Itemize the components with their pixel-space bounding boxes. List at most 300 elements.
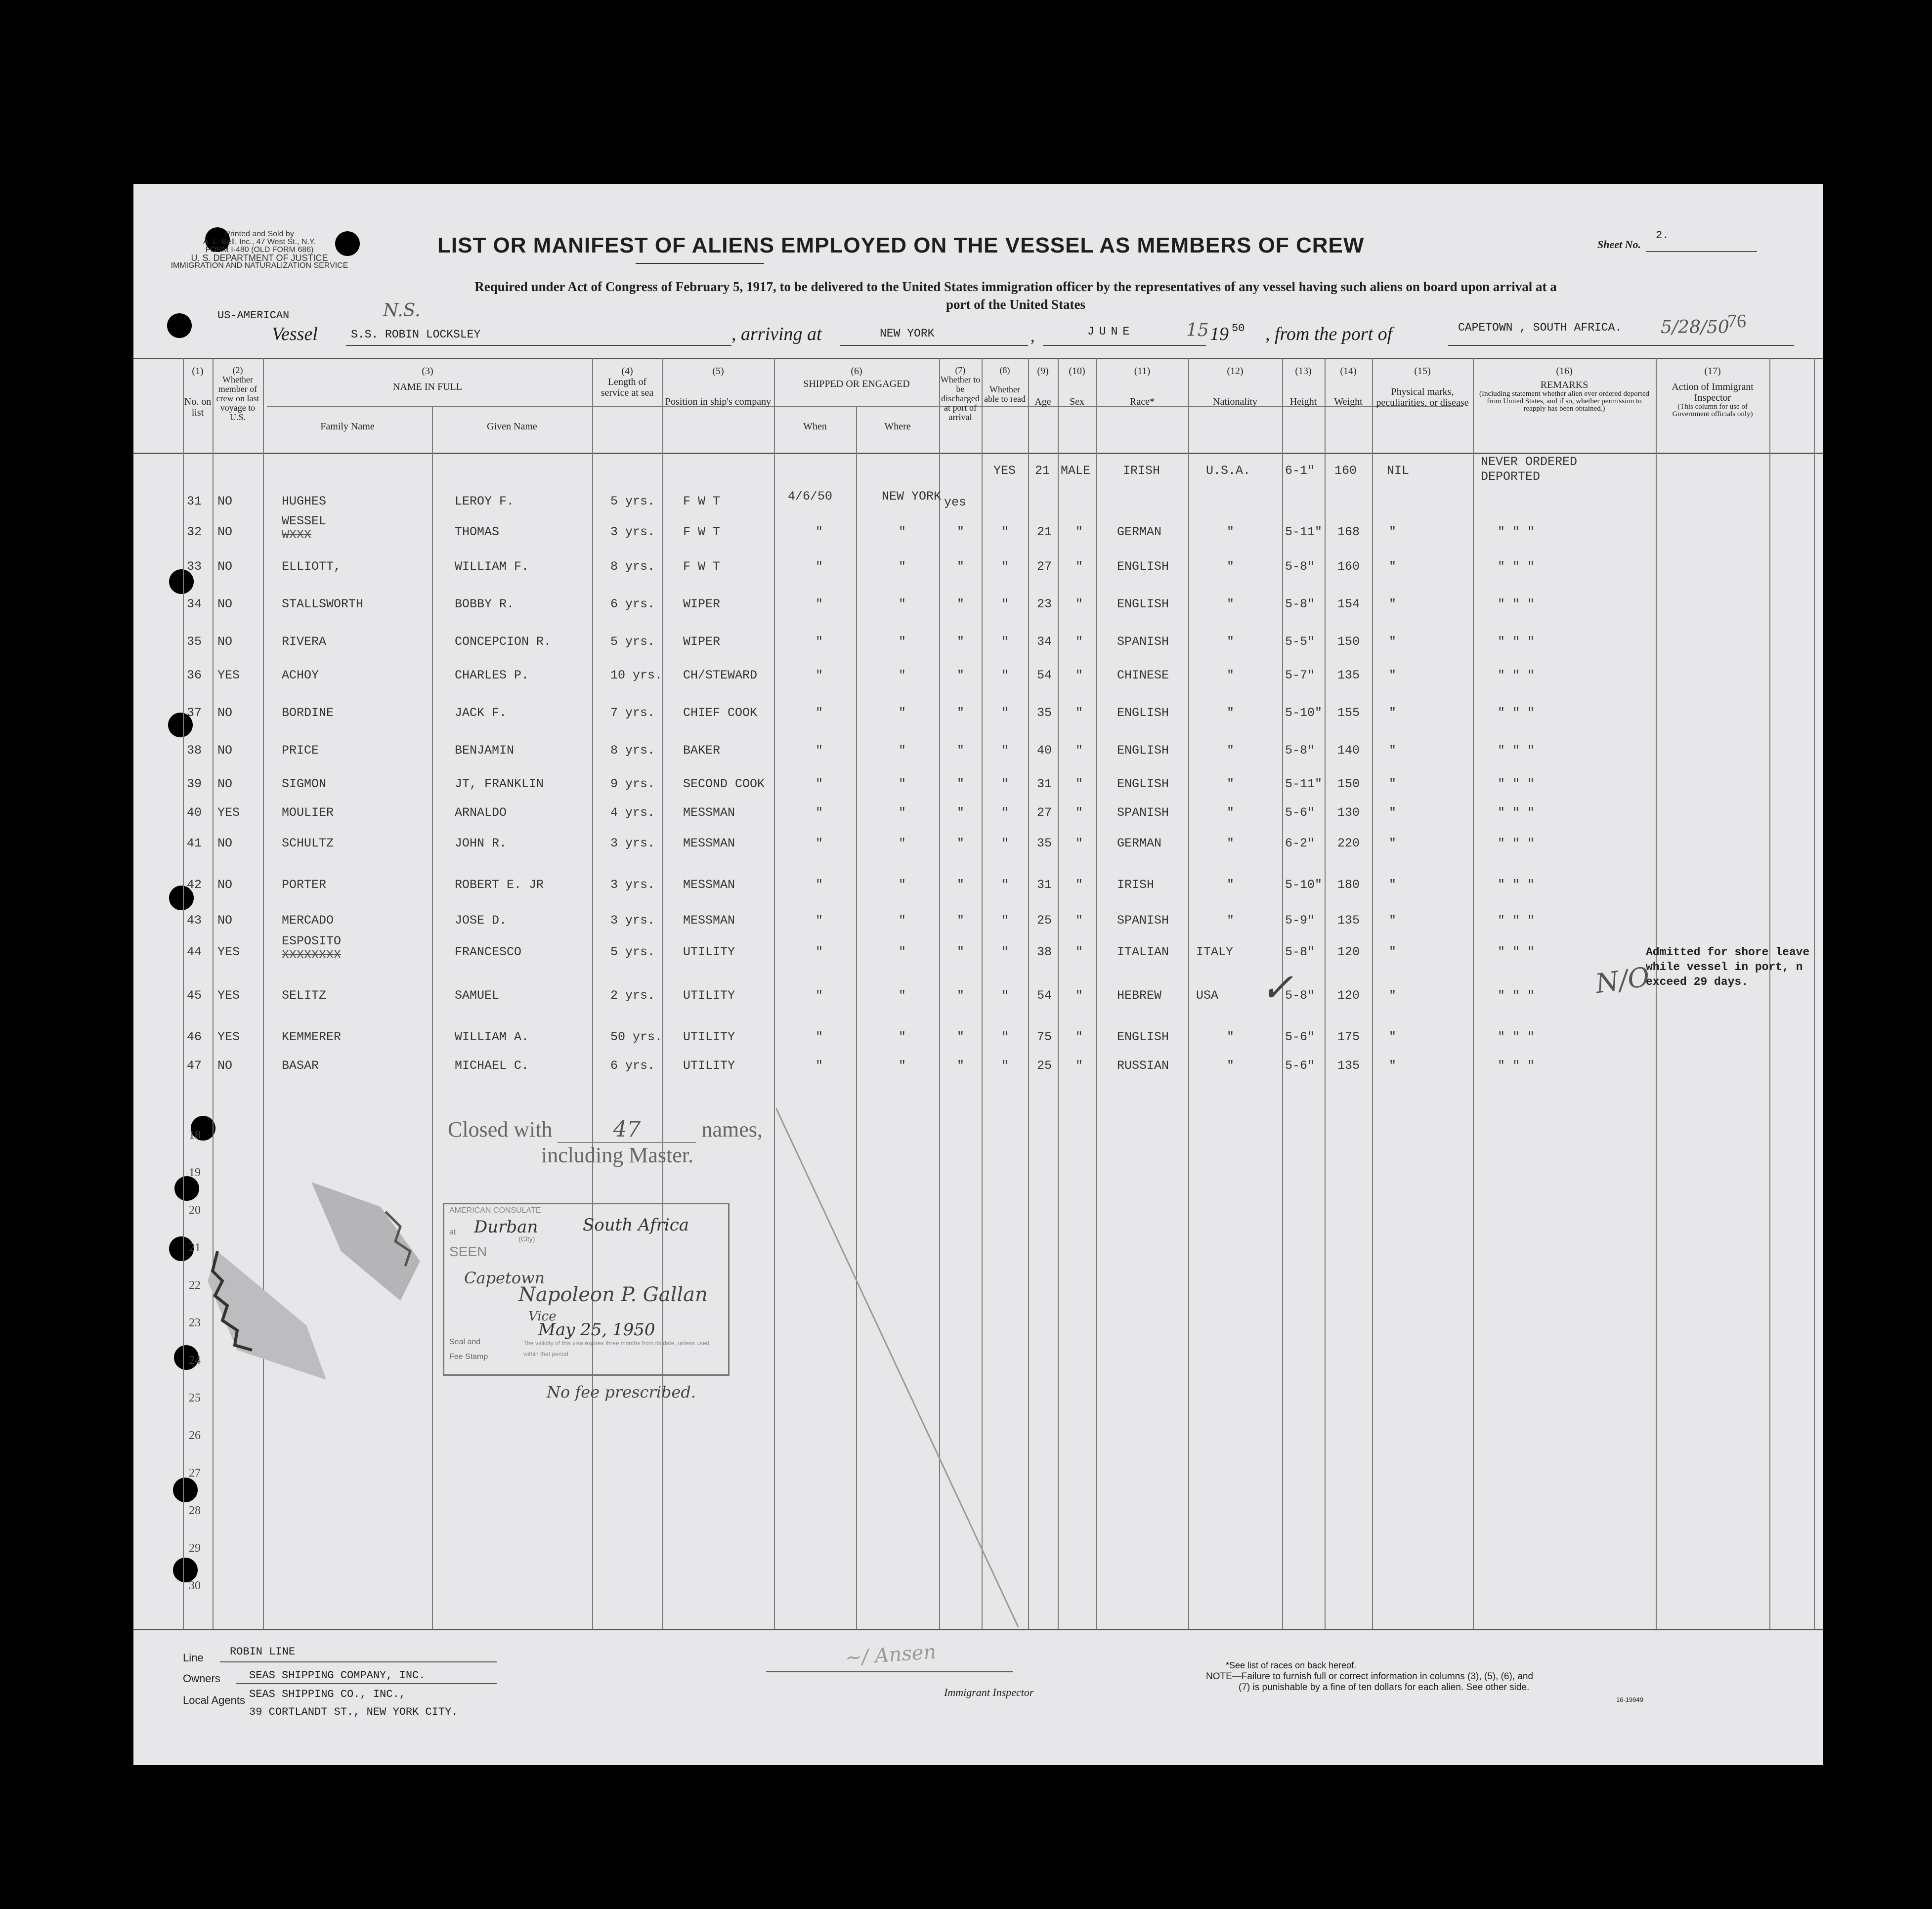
col-8-header bbox=[982, 366, 1028, 404]
col-2-header bbox=[213, 366, 263, 422]
row-position: F W T bbox=[683, 494, 721, 509]
row-weight: 175 bbox=[1337, 1030, 1360, 1044]
row-race: ENGLISH bbox=[1117, 559, 1169, 574]
row-family-name: ESPOSITO bbox=[282, 934, 342, 948]
row-height: 5-6" bbox=[1285, 806, 1315, 820]
vessel-flag: US-AMERICAN bbox=[217, 309, 290, 322]
row-race: ITALIAN bbox=[1117, 945, 1169, 959]
row-family-name: BORDINE bbox=[282, 706, 334, 720]
row-remarks: " " " bbox=[1498, 777, 1535, 791]
row-discharge: " bbox=[957, 836, 965, 850]
col-3-label: NAME IN FULL bbox=[393, 382, 462, 392]
consulate-signature: Napoleon P. Gallan bbox=[518, 1283, 708, 1306]
row-given-name: JT, FRANKLIN bbox=[455, 777, 544, 791]
row-when-shipped: " bbox=[816, 913, 823, 928]
row-race: ENGLISH bbox=[1117, 1030, 1169, 1044]
row-31-weight: 160 bbox=[1334, 464, 1357, 478]
row-where-shipped: " bbox=[899, 743, 906, 758]
row-where-shipped: " bbox=[899, 597, 906, 611]
footer-line-label: Line bbox=[183, 1652, 204, 1664]
row-weight: 140 bbox=[1337, 743, 1360, 758]
row-position: UTILITY bbox=[683, 1030, 735, 1044]
embossed-seal bbox=[208, 1251, 326, 1380]
col-5-label: Position in ship's company bbox=[665, 396, 772, 407]
row-number: 43 bbox=[187, 913, 202, 928]
row-previous-voyage: NO bbox=[217, 706, 233, 720]
table-top-border bbox=[133, 358, 1823, 359]
row-race: SPANISH bbox=[1117, 806, 1169, 820]
row-physical-marks: " bbox=[1389, 706, 1397, 720]
col-1-label: No. on list bbox=[184, 396, 212, 418]
row-physical-marks: " bbox=[1389, 743, 1397, 758]
row-when-shipped: 4/6/50 bbox=[788, 489, 833, 504]
row-able-to-read: " bbox=[1001, 806, 1009, 820]
row-physical-marks: " bbox=[1389, 525, 1397, 539]
row-number: 38 bbox=[187, 743, 202, 758]
row-family-name-struck: WXXX bbox=[282, 528, 312, 542]
row-position: MESSMAN bbox=[683, 806, 735, 820]
row-discharge: " bbox=[957, 559, 965, 574]
footer-agents-value-1: SEAS SHIPPING CO., INC., bbox=[249, 1688, 406, 1700]
row-given-name: WILLIAM A. bbox=[455, 1030, 529, 1044]
row-position: SECOND COOK bbox=[683, 777, 765, 791]
row-where-shipped: " bbox=[899, 635, 906, 649]
row-given-name: FRANCESCO bbox=[455, 945, 522, 959]
inspector-label: Immigrant Inspector bbox=[944, 1686, 1034, 1698]
row-physical-marks: " bbox=[1389, 635, 1397, 649]
row-service-length: 6 yrs. bbox=[610, 1059, 655, 1073]
col-9-num: (9) bbox=[1037, 366, 1049, 377]
row-where-shipped: NEW YORK bbox=[882, 489, 942, 504]
footer-owners-label: Owners bbox=[183, 1672, 220, 1685]
row-physical-marks: " bbox=[1389, 945, 1397, 959]
printer-name: A. L. Bell, Inc., 47 West St., N.Y. bbox=[203, 238, 316, 246]
row-discharge: " bbox=[957, 777, 965, 791]
row-position: MESSMAN bbox=[683, 836, 735, 850]
row-sex: " bbox=[1075, 988, 1083, 1003]
row-given-name: JOHN R. bbox=[455, 836, 507, 850]
row-when-shipped: " bbox=[816, 945, 823, 959]
row-physical-marks: " bbox=[1389, 836, 1397, 850]
row-nationality: " bbox=[1227, 525, 1235, 539]
row-when-shipped: " bbox=[816, 1059, 823, 1073]
row-family-name: ACHOY bbox=[282, 668, 319, 682]
row-number: 33 bbox=[187, 559, 202, 574]
row-height: 5-9" bbox=[1285, 913, 1315, 928]
sheet-no-label: Sheet No. bbox=[1597, 238, 1641, 251]
col-12-label: Nationality bbox=[1213, 396, 1257, 407]
col-divider bbox=[1769, 358, 1770, 1629]
row-height: 5-10" bbox=[1285, 706, 1323, 720]
row-position: CH/STEWARD bbox=[683, 668, 758, 682]
row-31-remarks-1: NEVER ORDERED bbox=[1481, 455, 1578, 469]
row-previous-voyage: NO bbox=[217, 525, 233, 539]
row-discharge: " bbox=[957, 945, 965, 959]
row-service-length: 5 yrs. bbox=[610, 494, 655, 509]
row-weight: 120 bbox=[1337, 945, 1360, 959]
row-remarks: " " " bbox=[1498, 878, 1535, 892]
row-age: 34 bbox=[1037, 635, 1052, 649]
from-port: CAPETOWN , SOUTH AFRICA. bbox=[1458, 321, 1622, 334]
row-weight: 160 bbox=[1337, 559, 1360, 574]
row-position: MESSMAN bbox=[683, 913, 735, 928]
arrival-day: 15 bbox=[1186, 320, 1209, 340]
row-given-name: JACK F. bbox=[455, 706, 507, 720]
row-service-length: 2 yrs. bbox=[610, 988, 655, 1003]
row-nationality: USA bbox=[1196, 988, 1219, 1003]
footer-note-2: (7) is punishable by a fine of ten dollars for each alien. See other side. bbox=[1239, 1682, 1530, 1693]
line-number: 23 bbox=[189, 1316, 201, 1329]
row-age: 54 bbox=[1037, 988, 1052, 1003]
consulate-fee-label: Fee Stamp bbox=[449, 1353, 488, 1361]
row-race: IRISH bbox=[1117, 878, 1155, 892]
vessel-name: S.S. ROBIN LOCKSLEY bbox=[351, 328, 481, 341]
title-underline bbox=[636, 263, 764, 264]
row-physical-marks: " bbox=[1389, 988, 1397, 1003]
punch-hole bbox=[173, 1558, 198, 1582]
row-able-to-read: " bbox=[1001, 836, 1009, 850]
col-11-header bbox=[1096, 366, 1188, 407]
col-7-num: (7) bbox=[955, 365, 966, 375]
row-sex: " bbox=[1075, 945, 1083, 959]
row-height: 5-5" bbox=[1285, 635, 1315, 649]
row-service-length: 4 yrs. bbox=[610, 806, 655, 820]
col-5-num: (5) bbox=[712, 366, 724, 377]
row-position: BAKER bbox=[683, 743, 721, 758]
row-sex: " bbox=[1075, 635, 1083, 649]
punch-hole bbox=[173, 1478, 198, 1502]
col-17-header bbox=[1659, 366, 1766, 418]
row-number: 40 bbox=[187, 806, 202, 820]
row-service-length: 50 yrs. bbox=[610, 1030, 663, 1044]
row-family-name: MOULIER bbox=[282, 806, 334, 820]
row-given-name: CHARLES P. bbox=[455, 668, 529, 682]
col-15-label: Physical marks, peculiarities, or disease bbox=[1376, 386, 1469, 408]
row-remarks: " " " bbox=[1498, 635, 1535, 649]
row-when-shipped: " bbox=[816, 597, 823, 611]
row-physical-marks: " bbox=[1389, 913, 1397, 928]
row-family-name: SCHULTZ bbox=[282, 836, 334, 850]
row-where-shipped: " bbox=[899, 1030, 906, 1044]
row-height: 5-8" bbox=[1285, 559, 1315, 574]
row-nationality: " bbox=[1227, 1059, 1235, 1073]
row-age: 54 bbox=[1037, 668, 1052, 682]
row-able-to-read: " bbox=[1001, 525, 1009, 539]
row-weight: 180 bbox=[1337, 878, 1360, 892]
row-remarks: " " " bbox=[1498, 1059, 1535, 1073]
row-number: 36 bbox=[187, 668, 202, 682]
row-family-name: KEMMERER bbox=[282, 1030, 342, 1044]
consulate-port: Capetown bbox=[464, 1269, 545, 1287]
row-31-age: 21 bbox=[1035, 464, 1050, 478]
no-fee-note: No fee prescribed. bbox=[547, 1383, 696, 1401]
row-service-length: 3 yrs. bbox=[610, 525, 655, 539]
from-port-label: , from the port of bbox=[1265, 324, 1393, 344]
row-age: 40 bbox=[1037, 743, 1052, 758]
row-physical-marks: " bbox=[1389, 1030, 1397, 1044]
col-divider bbox=[1028, 358, 1029, 1629]
row-given-name: BENJAMIN bbox=[455, 743, 515, 758]
service-name: IMMIGRATION AND NATURALIZATION SERVICE bbox=[171, 261, 348, 270]
races-note: *See list of races on back hereof. bbox=[1226, 1660, 1357, 1670]
row-age: 35 bbox=[1037, 706, 1052, 720]
col-divider bbox=[1656, 358, 1657, 1629]
row-service-length: 7 yrs. bbox=[610, 706, 655, 720]
row-family-name: HUGHES bbox=[282, 494, 327, 509]
row-physical-marks: " bbox=[1389, 1059, 1397, 1073]
col-17-sub: (This column for use of Government officials only) bbox=[1672, 403, 1753, 418]
col-9-label: Age bbox=[1034, 396, 1051, 407]
row-age: 31 bbox=[1037, 878, 1052, 892]
row-sex: " bbox=[1075, 525, 1083, 539]
row-number: 34 bbox=[187, 597, 202, 611]
row-remarks: " " " bbox=[1498, 806, 1535, 820]
subtitle-line-1: Required under Act of Congress of February 5, 1917, to be delivered to the United States immigration officer by the representatives of any vessel having such aliens on board upon arrival at a bbox=[474, 279, 1557, 294]
arriving-underline bbox=[840, 345, 1028, 346]
row-when-shipped: " bbox=[816, 806, 823, 820]
col-7-header bbox=[939, 366, 982, 422]
col-6-where: Where bbox=[884, 421, 911, 432]
row-able-to-read: " bbox=[1001, 1030, 1009, 1044]
col-4-num: (4) bbox=[621, 366, 633, 377]
row-nationality: " bbox=[1227, 806, 1235, 820]
col-divider bbox=[263, 358, 264, 1629]
row-remarks: " " " bbox=[1498, 1030, 1535, 1044]
row-given-name: CONCEPCION R. bbox=[455, 635, 552, 649]
col-divider bbox=[1096, 358, 1097, 1629]
row-sex: " bbox=[1075, 1030, 1083, 1044]
col-divider bbox=[592, 358, 593, 1629]
row-discharge: " bbox=[957, 1059, 965, 1073]
col-16-label: REMARKS bbox=[1540, 380, 1589, 390]
row-height: 5-11" bbox=[1285, 777, 1323, 791]
row-race: SPANISH bbox=[1117, 913, 1169, 928]
col-13-label: Height bbox=[1289, 396, 1317, 407]
closed-with-prefix: Closed with bbox=[448, 1117, 553, 1142]
row-nationality: " bbox=[1227, 559, 1235, 574]
shore-leave-note bbox=[1646, 945, 1809, 989]
row-sex: " bbox=[1075, 743, 1083, 758]
row-weight: 135 bbox=[1337, 1059, 1360, 1073]
punch-hole bbox=[174, 1176, 199, 1201]
row-discharge: " bbox=[957, 706, 965, 720]
row-remarks: " " " bbox=[1498, 559, 1535, 574]
row-weight: 168 bbox=[1337, 525, 1360, 539]
row-height: 5-8" bbox=[1285, 597, 1315, 611]
shore-leave-line-2: while vessel in port, n bbox=[1646, 961, 1803, 974]
row-remarks: " " " bbox=[1498, 597, 1535, 611]
row-when-shipped: " bbox=[816, 668, 823, 682]
col-divider bbox=[213, 358, 214, 1629]
row-where-shipped: " bbox=[899, 806, 906, 820]
col-6-label: SHIPPED OR ENGAGED bbox=[803, 379, 910, 389]
row-race: GERMAN bbox=[1117, 836, 1162, 850]
row-age: 27 bbox=[1037, 559, 1052, 574]
row-previous-voyage: NO bbox=[217, 836, 233, 850]
shore-leave-line-3: exceed 29 days. bbox=[1646, 976, 1749, 988]
consulate-header: AMERICAN CONSULATE bbox=[449, 1206, 541, 1215]
row-discharge: " bbox=[957, 743, 965, 758]
row-previous-voyage: NO bbox=[217, 1059, 233, 1073]
col-6-num: (6) bbox=[851, 366, 862, 377]
row-when-shipped: " bbox=[816, 559, 823, 574]
row-height: 5-6" bbox=[1285, 1030, 1315, 1044]
row-31-discharge: yes bbox=[944, 495, 967, 509]
row-age: 35 bbox=[1037, 836, 1052, 850]
row-nationality: " bbox=[1227, 878, 1235, 892]
row-weight: 150 bbox=[1337, 635, 1360, 649]
row-service-length: 5 yrs. bbox=[610, 945, 655, 959]
row-age: 38 bbox=[1037, 945, 1052, 959]
row-nationality: " bbox=[1227, 777, 1235, 791]
col-16-sub: (Including statement whether alien ever ordered deported from United States, and if so, whether permission to reapply has been obtained.) bbox=[1479, 390, 1650, 413]
col-3-given-name: Given Name bbox=[487, 421, 537, 432]
row-when-shipped: " bbox=[816, 635, 823, 649]
footer-form-code: 16-19949 bbox=[1616, 1696, 1643, 1703]
row-family-name: PRICE bbox=[282, 743, 319, 758]
arriving-label: , arriving at bbox=[731, 324, 822, 344]
row-race: HEBREW bbox=[1117, 988, 1162, 1003]
row-discharge: " bbox=[957, 988, 965, 1003]
row-given-name: BOBBY R. bbox=[455, 597, 515, 611]
row-previous-voyage: NO bbox=[217, 597, 233, 611]
col-12-num: (12) bbox=[1227, 366, 1244, 377]
row-nationality: " bbox=[1227, 706, 1235, 720]
row-weight: 154 bbox=[1337, 597, 1360, 611]
row-sex: " bbox=[1075, 668, 1083, 682]
row-able-to-read: " bbox=[1001, 945, 1009, 959]
row-service-length: 8 yrs. bbox=[610, 559, 655, 574]
col-10-num: (10) bbox=[1069, 366, 1085, 377]
sheet-no-value: 2. bbox=[1656, 229, 1669, 242]
line-number: 24 bbox=[189, 1354, 201, 1367]
row-remarks: " " " bbox=[1498, 913, 1535, 928]
consulate-date: May 25, 1950 bbox=[538, 1320, 655, 1340]
col-15-num: (15) bbox=[1414, 366, 1431, 377]
row-previous-voyage: YES bbox=[217, 1030, 240, 1044]
line-number: 25 bbox=[189, 1392, 201, 1404]
page-title: LIST OR MANIFEST OF ALIENS EMPLOYED ON THE VESSEL AS MEMBERS OF CREW bbox=[437, 233, 1365, 257]
row-position: WIPER bbox=[683, 635, 721, 649]
col-3-num: (3) bbox=[422, 366, 433, 377]
row-discharge: " bbox=[957, 525, 965, 539]
row-number: 31 bbox=[187, 494, 202, 509]
row-when-shipped: " bbox=[816, 836, 823, 850]
row-able-to-read: " bbox=[1001, 1059, 1009, 1073]
row-previous-voyage: NO bbox=[217, 494, 233, 509]
row-number: 35 bbox=[187, 635, 202, 649]
row-physical-marks: " bbox=[1389, 559, 1397, 574]
row-service-length: 10 yrs. bbox=[610, 668, 663, 682]
row-number: 32 bbox=[187, 525, 202, 539]
row-discharge: " bbox=[957, 913, 965, 928]
row-when-shipped: " bbox=[816, 706, 823, 720]
row-previous-voyage: NO bbox=[217, 743, 233, 758]
row-given-name: WILLIAM F. bbox=[455, 559, 529, 574]
shore-leave-initials: N/O bbox=[1593, 961, 1652, 1000]
row-able-to-read: " bbox=[1001, 597, 1009, 611]
row-remarks: " " " bbox=[1498, 988, 1535, 1003]
row-height: 5-7" bbox=[1285, 668, 1315, 682]
year-suffix: 50 bbox=[1232, 322, 1245, 335]
row-where-shipped: " bbox=[899, 777, 906, 791]
row-given-name: ROBERT E. JR bbox=[455, 878, 544, 892]
line-number: 27 bbox=[189, 1467, 201, 1480]
row-where-shipped: " bbox=[899, 1059, 906, 1073]
line-number: 20 bbox=[189, 1204, 201, 1217]
footer-agents-value-2: 39 CORTLANDT ST., NEW YORK CITY. bbox=[249, 1706, 458, 1718]
punch-hole bbox=[167, 313, 192, 338]
row-discharge: " bbox=[957, 878, 965, 892]
col-7-label: Whether to be discharged at port of arrival bbox=[940, 375, 981, 422]
row-able-to-read: " bbox=[1001, 668, 1009, 682]
row-service-length: 3 yrs. bbox=[610, 836, 655, 850]
row-31-marks: NIL bbox=[1387, 464, 1410, 478]
col-12-header bbox=[1188, 366, 1282, 407]
row-physical-marks: " bbox=[1389, 806, 1397, 820]
department-name: U. S. DEPARTMENT OF JUSTICE bbox=[191, 253, 328, 263]
line-number: 29 bbox=[189, 1542, 201, 1555]
row-discharge: " bbox=[957, 597, 965, 611]
row-sex: " bbox=[1075, 913, 1083, 928]
footer-agents-label: Local Agents bbox=[183, 1694, 245, 1706]
row-service-length: 9 yrs. bbox=[610, 777, 655, 791]
consulate-fine-print: The validity of this visa expires three months from its date, unless used within that period. bbox=[523, 1340, 710, 1358]
col-6-when: When bbox=[803, 421, 827, 432]
row-age: 23 bbox=[1037, 597, 1052, 611]
row-weight: 120 bbox=[1337, 988, 1360, 1003]
col-divider bbox=[662, 358, 663, 1629]
row-race: SPANISH bbox=[1117, 635, 1169, 649]
col-divider bbox=[1325, 358, 1326, 1629]
col-14-label: Weight bbox=[1334, 396, 1363, 407]
row-nationality: " bbox=[1227, 1030, 1235, 1044]
line-number: 28 bbox=[189, 1504, 201, 1517]
row-able-to-read: " bbox=[1001, 913, 1009, 928]
row-nationality: ITALY bbox=[1196, 945, 1234, 959]
row-discharge: " bbox=[957, 635, 965, 649]
line-number: 19 bbox=[189, 1166, 201, 1179]
footer-note-1: NOTE—Failure to furnish full or correct information in columns (3), (5), (6), and bbox=[1206, 1671, 1534, 1682]
row-given-name: THOMAS bbox=[455, 525, 500, 539]
col-divider bbox=[1058, 358, 1059, 1629]
port-underline bbox=[1448, 345, 1794, 346]
form-publisher-info bbox=[168, 230, 351, 270]
row-remarks: " " " bbox=[1498, 525, 1535, 539]
row-when-shipped: " bbox=[816, 878, 823, 892]
row-number: 41 bbox=[187, 836, 202, 850]
col-1-header bbox=[183, 366, 213, 418]
footer-line-value: ROBIN LINE bbox=[230, 1646, 296, 1658]
row-number: 37 bbox=[187, 706, 202, 720]
row-given-name: JOSE D. bbox=[455, 913, 507, 928]
row-position: UTILITY bbox=[683, 1059, 735, 1073]
row-position: WIPER bbox=[683, 597, 721, 611]
col-16-header bbox=[1476, 366, 1653, 413]
row-physical-marks: " bbox=[1389, 668, 1397, 682]
line-number: 21 bbox=[189, 1241, 201, 1254]
row-race: GERMAN bbox=[1117, 525, 1162, 539]
row-position: F W T bbox=[683, 525, 721, 539]
row-31-read: YES bbox=[993, 464, 1016, 478]
col-divider bbox=[432, 406, 433, 1629]
row-when-shipped: " bbox=[816, 777, 823, 791]
line-number: 22 bbox=[189, 1279, 201, 1292]
row-31-race: IRISH bbox=[1123, 464, 1160, 478]
consulate-stamp bbox=[443, 1203, 730, 1376]
shore-leave-line-1: Admitted for shore leave bbox=[1646, 946, 1810, 959]
departure-date: 5/28/50 bbox=[1661, 317, 1729, 338]
